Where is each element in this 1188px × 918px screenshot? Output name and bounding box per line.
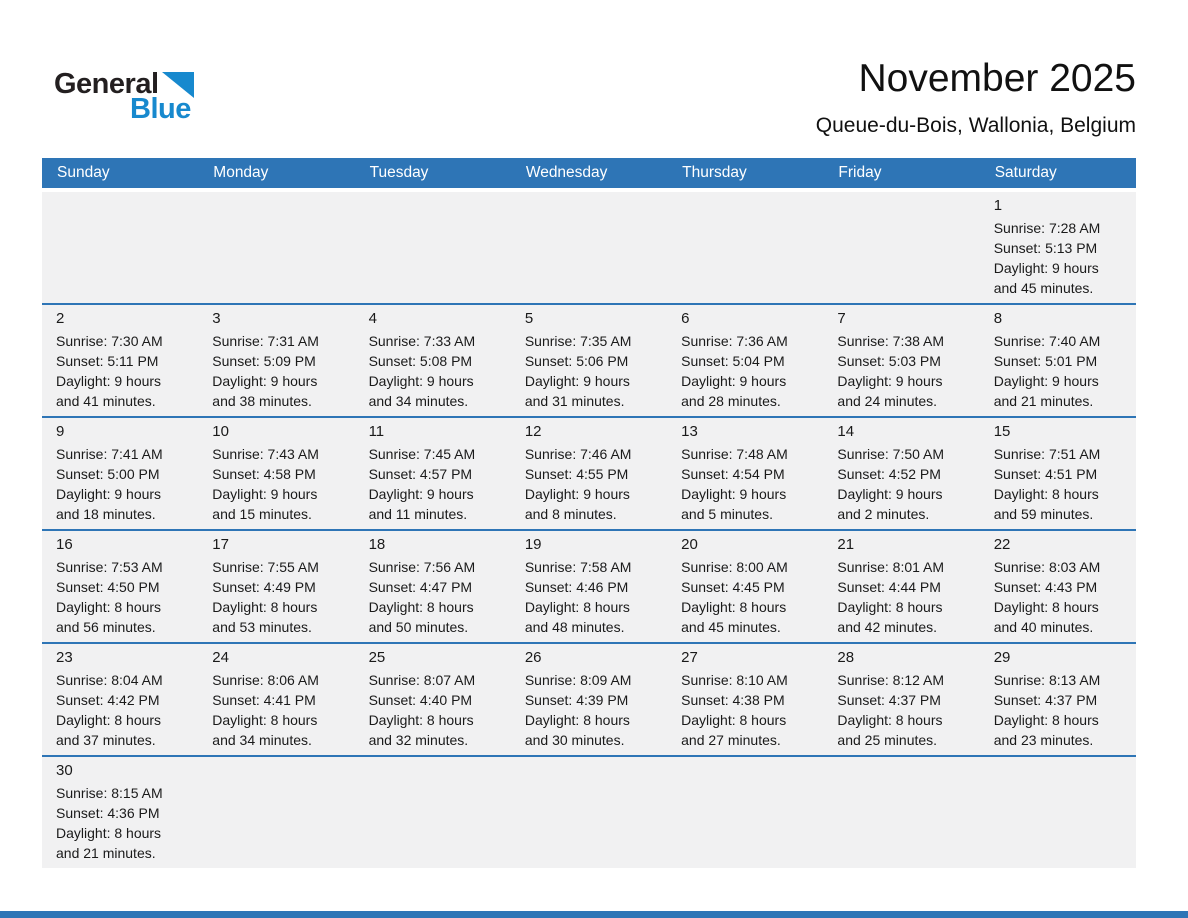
daylight-text-line1: Daylight: 8 hours (56, 825, 162, 841)
title-block (816, 57, 1136, 138)
sunset-text: Sunset: 5:01 PM (993, 353, 1098, 369)
daylight-text-line2: and 21 minutes. (56, 845, 156, 861)
logo-text-general: General (54, 68, 159, 100)
daylight-text-line1: Daylight: 8 hours (993, 486, 1099, 502)
daylight-text-line1: Daylight: 8 hours (681, 712, 787, 728)
day-number: 10 (212, 423, 229, 440)
day-number: 7 (837, 310, 846, 327)
daylight-text-line1: Daylight: 8 hours (368, 599, 474, 615)
week-row (42, 755, 1136, 868)
day-cell-23 (42, 644, 198, 755)
daylight-text-line2: and 18 minutes. (56, 506, 156, 522)
day-cell-22 (980, 531, 1136, 642)
sunset-text: Sunset: 4:37 PM (837, 692, 941, 708)
daylight-text-line1: Daylight: 8 hours (368, 712, 474, 728)
empty-day-cell (42, 192, 198, 303)
daylight-text-line1: Daylight: 8 hours (212, 712, 318, 728)
logo-text-blue: Blue (130, 93, 191, 125)
day-number: 23 (56, 649, 73, 666)
empty-day-cell (980, 757, 1136, 868)
day-cell-9 (42, 418, 198, 529)
daylight-text-line2: and 50 minutes. (368, 619, 469, 635)
sunset-text: Sunset: 4:51 PM (993, 466, 1098, 482)
daylight-text-line2: and 32 minutes. (368, 732, 469, 748)
daylight-text-line1: Daylight: 9 hours (837, 373, 943, 389)
day-cell-17 (198, 531, 354, 642)
day-cell-27 (667, 644, 823, 755)
footer-bar (0, 911, 1188, 918)
day-number: 4 (368, 310, 377, 327)
sunrise-text: Sunrise: 8:13 AM (993, 672, 1101, 688)
empty-day-cell (823, 192, 979, 303)
calendar-weeks (42, 192, 1136, 868)
daylight-text-line2: and 37 minutes. (56, 732, 156, 748)
sunset-text: Sunset: 4:43 PM (993, 579, 1098, 595)
sunrise-text: Sunrise: 7:36 AM (681, 333, 788, 349)
day-cell-15 (980, 418, 1136, 529)
sunset-text: Sunset: 4:40 PM (368, 692, 473, 708)
daylight-text-line2: and 38 minutes. (212, 393, 312, 409)
sunset-text: Sunset: 4:38 PM (681, 692, 785, 708)
month-title: November 2025 (858, 57, 1136, 100)
sunrise-text: Sunrise: 7:41 AM (56, 446, 163, 462)
day-cell-2 (42, 305, 198, 416)
daylight-text-line2: and 8 minutes. (524, 506, 617, 522)
sunset-text: Sunset: 4:41 PM (212, 692, 316, 708)
sunrise-text: Sunrise: 7:40 AM (993, 333, 1101, 349)
day-cell-11 (355, 418, 511, 529)
day-cell-12 (511, 418, 667, 529)
weekday-wednesday: Wednesday (525, 164, 608, 181)
sunrise-text: Sunrise: 7:51 AM (993, 446, 1101, 462)
week-row (42, 303, 1136, 416)
day-cell-13 (667, 418, 823, 529)
daylight-text-line1: Daylight: 8 hours (837, 712, 943, 728)
weekday-header-row (42, 158, 1136, 188)
week-row (42, 416, 1136, 529)
calendar-table (42, 158, 1136, 868)
daylight-text-line2: and 45 minutes. (993, 280, 1094, 296)
weekday-sunday: Sunday (57, 164, 110, 181)
sunset-text: Sunset: 5:03 PM (837, 353, 941, 369)
daylight-text-line2: and 23 minutes. (993, 732, 1094, 748)
day-number: 17 (212, 536, 229, 553)
day-number: 2 (56, 310, 65, 327)
sunrise-text: Sunrise: 7:46 AM (524, 446, 632, 462)
sunset-text: Sunset: 4:46 PM (524, 579, 629, 595)
daylight-text-line1: Daylight: 8 hours (837, 599, 943, 615)
sunset-text: Sunset: 4:49 PM (212, 579, 316, 595)
weekday-tuesday: Tuesday (369, 164, 429, 181)
daylight-text-line1: Daylight: 9 hours (837, 486, 943, 502)
day-cell-4 (355, 305, 511, 416)
day-number: 24 (212, 649, 229, 666)
weekday-friday: Friday (838, 164, 882, 181)
sunrise-text: Sunrise: 7:43 AM (212, 446, 319, 462)
daylight-text-line2: and 11 minutes. (368, 506, 468, 522)
day-number: 3 (212, 310, 221, 327)
sunset-text: Sunset: 4:47 PM (368, 579, 473, 595)
empty-day-cell (198, 757, 354, 868)
daylight-text-line1: Daylight: 8 hours (212, 599, 318, 615)
daylight-text-line2: and 5 minutes. (681, 506, 773, 522)
day-number: 30 (56, 762, 73, 779)
empty-day-cell (823, 757, 979, 868)
sunset-text: Sunset: 4:36 PM (56, 805, 160, 821)
day-number: 22 (993, 536, 1011, 553)
daylight-text-line2: and 48 minutes. (524, 619, 625, 635)
daylight-text-line1: Daylight: 8 hours (993, 599, 1099, 615)
weekday-thursday: Thursday (682, 164, 747, 181)
day-number: 8 (993, 310, 1003, 327)
sunrise-text: Sunrise: 7:55 AM (212, 559, 319, 575)
day-number: 16 (56, 536, 73, 553)
location-subtitle: Queue-du-Bois, Wallonia, Belgium (815, 114, 1136, 137)
sunrise-text: Sunrise: 8:12 AM (837, 672, 945, 688)
daylight-text-line1: Daylight: 8 hours (56, 599, 162, 615)
day-cell-10 (198, 418, 354, 529)
sunrise-text: Sunrise: 8:06 AM (212, 672, 319, 688)
week-row (42, 529, 1136, 642)
day-cell-26 (511, 644, 667, 755)
day-cell-1 (980, 192, 1136, 303)
page-header (0, 0, 1188, 158)
day-number: 9 (56, 423, 65, 440)
empty-day-cell (511, 757, 667, 868)
daylight-text-line2: and 34 minutes. (212, 732, 312, 748)
daylight-text-line1: Daylight: 9 hours (212, 486, 318, 502)
sunrise-text: Sunrise: 7:28 AM (993, 220, 1101, 236)
daylight-text-line2: and 28 minutes. (681, 393, 781, 409)
day-cell-30 (42, 757, 198, 868)
daylight-text-line1: Daylight: 8 hours (681, 599, 787, 615)
daylight-text-line1: Daylight: 9 hours (368, 373, 474, 389)
sunrise-text: Sunrise: 8:04 AM (56, 672, 163, 688)
sunset-text: Sunset: 4:37 PM (993, 692, 1098, 708)
day-number: 15 (993, 423, 1011, 440)
empty-day-cell (511, 192, 667, 303)
day-cell-18 (355, 531, 511, 642)
sunset-text: Sunset: 4:58 PM (212, 466, 316, 482)
sunrise-text: Sunrise: 8:09 AM (524, 672, 632, 688)
daylight-text-line2: and 27 minutes. (681, 732, 781, 748)
daylight-text-line2: and 24 minutes. (837, 393, 938, 409)
daylight-text-line1: Daylight: 9 hours (524, 486, 630, 502)
day-cell-28 (823, 644, 979, 755)
daylight-text-line2: and 53 minutes. (212, 619, 312, 635)
day-number: 20 (681, 536, 698, 553)
day-cell-25 (355, 644, 511, 755)
empty-day-cell (355, 757, 511, 868)
empty-day-cell (667, 757, 823, 868)
week-row (42, 642, 1136, 755)
daylight-text-line2: and 2 minutes. (837, 506, 930, 522)
week-row (42, 192, 1136, 303)
sunrise-text: Sunrise: 8:00 AM (681, 559, 788, 575)
day-cell-3 (198, 305, 354, 416)
day-number: 11 (368, 423, 385, 440)
daylight-text-line1: Daylight: 9 hours (56, 486, 162, 502)
day-number: 1 (993, 197, 1003, 214)
daylight-text-line2: and 15 minutes. (212, 506, 312, 522)
sunset-text: Sunset: 4:52 PM (837, 466, 941, 482)
sunrise-text: Sunrise: 7:35 AM (524, 333, 632, 349)
day-number: 5 (524, 310, 534, 327)
day-cell-16 (42, 531, 198, 642)
sunset-text: Sunset: 5:04 PM (681, 353, 785, 369)
day-number: 19 (524, 536, 542, 553)
general-blue-logo (54, 70, 194, 124)
daylight-text-line1: Daylight: 9 hours (681, 486, 787, 502)
sunrise-text: Sunrise: 7:56 AM (368, 559, 476, 575)
daylight-text-line2: and 56 minutes. (56, 619, 156, 635)
sunset-text: Sunset: 4:55 PM (524, 466, 629, 482)
weekday-saturday: Saturday (994, 164, 1057, 181)
sunset-text: Sunset: 4:44 PM (837, 579, 941, 595)
daylight-text-line2: and 34 minutes. (368, 393, 469, 409)
day-number: 25 (368, 649, 386, 666)
daylight-text-line2: and 31 minutes. (524, 393, 625, 409)
day-number: 6 (681, 310, 690, 327)
daylight-text-line2: and 59 minutes. (993, 506, 1094, 522)
day-cell-5 (511, 305, 667, 416)
day-number: 18 (368, 536, 386, 553)
sunrise-text: Sunrise: 7:30 AM (56, 333, 163, 349)
day-cell-19 (511, 531, 667, 642)
daylight-text-line2: and 30 minutes. (524, 732, 625, 748)
sunrise-text: Sunrise: 7:53 AM (56, 559, 163, 575)
day-cell-24 (198, 644, 354, 755)
daylight-text-line1: Daylight: 8 hours (993, 712, 1099, 728)
daylight-text-line2: and 42 minutes. (837, 619, 938, 635)
sunset-text: Sunset: 4:42 PM (56, 692, 160, 708)
daylight-text-line2: and 45 minutes. (681, 619, 781, 635)
day-number: 13 (681, 423, 698, 440)
daylight-text-line1: Daylight: 8 hours (56, 712, 162, 728)
day-number: 12 (524, 423, 542, 440)
sunrise-text: Sunrise: 7:48 AM (681, 446, 788, 462)
daylight-text-line1: Daylight: 9 hours (368, 486, 474, 502)
sunrise-text: Sunrise: 8:15 AM (56, 785, 163, 801)
day-cell-6 (667, 305, 823, 416)
daylight-text-line2: and 25 minutes. (837, 732, 938, 748)
sunrise-text: Sunrise: 7:50 AM (837, 446, 945, 462)
daylight-text-line2: and 41 minutes. (56, 393, 156, 409)
daylight-text-line1: Daylight: 9 hours (524, 373, 630, 389)
day-cell-20 (667, 531, 823, 642)
weekday-monday: Monday (213, 164, 269, 181)
sunset-text: Sunset: 5:09 PM (212, 353, 316, 369)
sunrise-text: Sunrise: 7:58 AM (524, 559, 632, 575)
daylight-text-line1: Daylight: 9 hours (993, 373, 1099, 389)
day-number: 21 (837, 536, 855, 553)
sunrise-text: Sunrise: 7:31 AM (212, 333, 319, 349)
daylight-text-line1: Daylight: 9 hours (56, 373, 162, 389)
sunset-text: Sunset: 4:39 PM (524, 692, 629, 708)
daylight-text-line2: and 21 minutes. (993, 393, 1094, 409)
sunrise-text: Sunrise: 8:10 AM (681, 672, 788, 688)
sunset-text: Sunset: 5:11 PM (56, 353, 159, 369)
day-cell-7 (823, 305, 979, 416)
day-cell-21 (823, 531, 979, 642)
sunrise-text: Sunrise: 8:03 AM (993, 559, 1101, 575)
day-cell-8 (980, 305, 1136, 416)
daylight-text-line1: Daylight: 9 hours (212, 373, 318, 389)
day-number: 29 (993, 649, 1011, 666)
sunrise-text: Sunrise: 8:01 AM (837, 559, 945, 575)
sunset-text: Sunset: 4:54 PM (681, 466, 785, 482)
sunset-text: Sunset: 5:13 PM (993, 240, 1098, 256)
sunrise-text: Sunrise: 8:07 AM (368, 672, 476, 688)
daylight-text-line1: Daylight: 9 hours (681, 373, 787, 389)
sunset-text: Sunset: 4:50 PM (56, 579, 160, 595)
empty-day-cell (355, 192, 511, 303)
empty-day-cell (198, 192, 354, 303)
daylight-text-line2: and 40 minutes. (993, 619, 1094, 635)
day-cell-14 (823, 418, 979, 529)
sunset-text: Sunset: 4:57 PM (368, 466, 473, 482)
day-number: 28 (837, 649, 855, 666)
daylight-text-line1: Daylight: 8 hours (524, 712, 630, 728)
sunset-text: Sunset: 5:06 PM (524, 353, 629, 369)
day-number: 14 (837, 423, 855, 440)
empty-day-cell (667, 192, 823, 303)
sunrise-text: Sunrise: 7:33 AM (368, 333, 476, 349)
day-number: 27 (681, 649, 698, 666)
day-number: 26 (524, 649, 542, 666)
sunset-text: Sunset: 5:08 PM (368, 353, 473, 369)
day-cell-29 (980, 644, 1136, 755)
daylight-text-line1: Daylight: 8 hours (524, 599, 630, 615)
daylight-text-line1: Daylight: 9 hours (993, 260, 1099, 276)
sunset-text: Sunset: 5:00 PM (56, 466, 160, 482)
sunrise-text: Sunrise: 7:38 AM (837, 333, 945, 349)
sunset-text: Sunset: 4:45 PM (681, 579, 785, 595)
sunrise-text: Sunrise: 7:45 AM (368, 446, 476, 462)
